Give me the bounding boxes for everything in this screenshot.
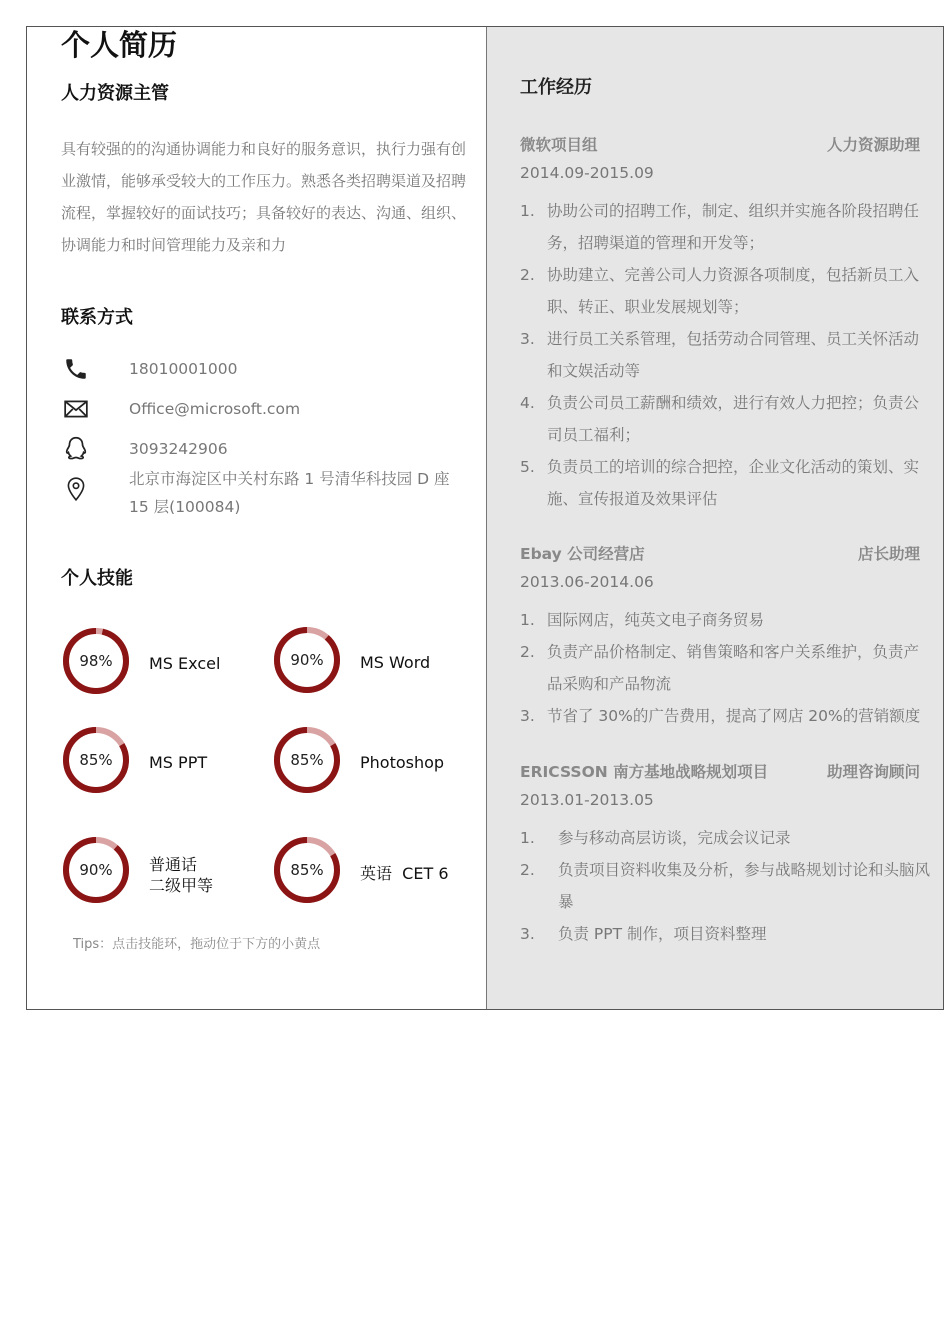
right-column	[486, 27, 943, 1009]
list-item: 3. 负责 PPT 制作，项目资料整理	[520, 925, 767, 943]
list-item: 4. 负责公司员工薪酬和绩效，进行有效人力把控；负责公司员工福利；	[520, 394, 920, 444]
skill-ring-excel[interactable]	[62, 627, 262, 697]
skill-name: MS PPT	[149, 753, 208, 772]
skill-percent: 98%	[79, 652, 113, 670]
address-value: 北京市海淀区中关村东路 1 号清华科技园 D 座 15 层(100084)	[129, 470, 450, 516]
skill-percent: 90%	[79, 861, 113, 879]
skill-name-line2: 二级甲等	[149, 876, 214, 895]
job-duties	[520, 604, 930, 732]
skill-name: Photoshop	[360, 753, 445, 772]
qq-penguin-icon	[63, 435, 89, 461]
job-position: 人力资源助理	[826, 136, 920, 154]
job-duties	[520, 822, 930, 950]
summary-text: 具有较强的的沟通协调能力和良好的服务意识，执行力强有创业激情，能够承受较大的工作压力。熟悉各类招聘渠道及招聘流程，掌握较好的面试技巧；具备较好的表达、沟通、组织、协调能力和时间管理能力及亲和力	[61, 140, 467, 254]
job-title: 人力资源主管	[61, 83, 169, 104]
job-date: 2013.06-2014.06	[520, 573, 654, 591]
skill-ring-ppt[interactable]	[62, 726, 262, 796]
job-company: 微软项目组	[520, 136, 598, 154]
job-duties	[520, 195, 930, 515]
list-item: 5. 负责员工的培训的综合把控，企业文化活动的策划、实施、宣传报道及效果评估	[520, 458, 920, 508]
phone-value: 18010001000	[129, 360, 238, 378]
page-title: 个人简历	[61, 28, 178, 62]
skill-name	[149, 854, 213, 896]
location-pin-icon	[63, 476, 89, 502]
skill-name: 英语 CET 6	[360, 864, 449, 883]
job-position: 店长助理	[857, 545, 920, 563]
job-company: ERICSSON 南方基地战略规划项目	[520, 763, 769, 781]
skill-name: MS Word	[360, 653, 431, 672]
phone-icon	[63, 356, 89, 382]
list-item: 3. 进行员工关系管理，包括劳动合同管理、员工关怀活动和文娱活动等	[520, 330, 920, 380]
skill-percent: 85%	[290, 861, 324, 879]
skill-percent: 85%	[290, 751, 324, 769]
skill-name-line1: 普通话	[149, 855, 198, 874]
list-item: 1. 参与移动高层访谈，完成会议记录	[520, 829, 791, 847]
list-item: 1. 协助公司的招聘工作，制定、组织并实施各阶段招聘任务，招聘渠道的管理和开发等；	[520, 202, 920, 252]
experience-heading: 工作经历	[520, 77, 592, 98]
list-item: 2. 协助建立、完善公司人力资源各项制度，包括新员工入职、转正、职业发展规划等；	[520, 266, 920, 316]
job-date: 2014.09-2015.09	[520, 164, 654, 182]
list-item: 2. 负责项目资料收集及分析，参与战略规划讨论和头脑风暴	[520, 861, 931, 911]
left-column	[27, 27, 486, 1009]
skills-heading: 个人技能	[61, 568, 133, 589]
job-position: 助理咨询顾问	[826, 763, 920, 781]
contact-heading: 联系方式	[61, 307, 133, 328]
skill-ring-english[interactable]	[273, 836, 473, 906]
list-item: 1. 国际网店，纯英文电子商务贸易	[520, 611, 765, 629]
envelope-icon	[63, 396, 89, 422]
skill-ring-photoshop[interactable]	[273, 726, 473, 796]
skill-ring-word[interactable]	[273, 626, 473, 696]
list-item: 2. 负责产品价格制定、销售策略和客户关系维护，负责产品采购和产品物流	[520, 643, 920, 693]
qq-value: 3093242906	[129, 440, 228, 458]
list-item: 3. 节省了 30%的广告费用，提高了网店 20%的营销额度	[520, 707, 921, 725]
skill-ring-mandarin[interactable]	[62, 836, 262, 906]
email-value: Office@microsoft.com	[129, 400, 301, 418]
skill-name: MS Excel	[149, 654, 221, 673]
job-date: 2013.01-2013.05	[520, 791, 654, 809]
skill-percent: 90%	[290, 651, 324, 669]
job-company: Ebay 公司经营店	[520, 545, 645, 563]
skill-percent: 85%	[79, 751, 113, 769]
skills-tips: Tips：点击技能环，拖动位于下方的小黄点	[73, 937, 321, 952]
resume-sheet	[26, 26, 944, 1010]
